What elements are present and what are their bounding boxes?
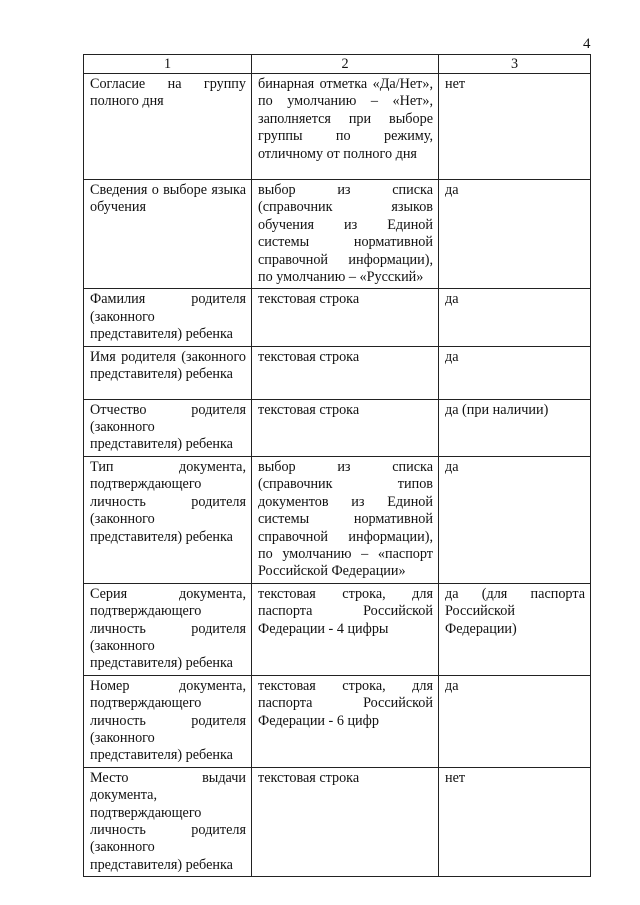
table-header-row [84, 55, 591, 74]
table-row [84, 399, 591, 456]
field-name-cell: Фамилия родителя (законного представителя) ребенка [84, 289, 252, 346]
field-name-cell: Тип документа, подтверждающего личность родителя (законного представителя) ребенка [84, 456, 252, 583]
field-name-cell: Имя родителя (законного представителя) ребенка [84, 346, 252, 399]
field-name-cell: Место выдачи документа, подтверждающего личность родителя (законного представителя) ребенка [84, 767, 252, 876]
field-required-cell: да (для паспорта Российской Федерации) [439, 583, 591, 675]
column-header-3: 3 [439, 55, 591, 74]
table-row [84, 346, 591, 399]
field-name-cell: Номер документа, подтверждающего личность родителя (законного представителя) ребенка [84, 675, 252, 767]
table-row [84, 675, 591, 767]
page-number: 4 [583, 36, 591, 52]
field-format-cell: выбор из списка (справочник языков обучения из Единой системы нормативной справочной информации), по умолчанию – «Русский» [252, 180, 439, 289]
data-fields-table [83, 54, 591, 877]
column-header-1: 1 [84, 55, 252, 74]
table-row [84, 289, 591, 346]
field-format-cell: текстовая строка, для паспорта Российской Федерации - 6 цифр [252, 675, 439, 767]
field-format-cell: текстовая строка [252, 346, 439, 399]
field-format-cell: текстовая строка [252, 399, 439, 456]
field-required-cell: нет [439, 74, 591, 180]
field-name-cell: Сведения о выборе языка обучения [84, 180, 252, 289]
field-required-cell: да [439, 675, 591, 767]
table-row [84, 456, 591, 583]
field-name-cell: Отчество родителя (законного представителя) ребенка [84, 399, 252, 456]
column-header-2: 2 [252, 55, 439, 74]
field-required-cell: да [439, 289, 591, 346]
field-format-cell: выбор из списка (справочник типов документов из Единой системы нормативной справочной информации), по умолчанию – «паспорт Российской Федерации» [252, 456, 439, 583]
table-row [84, 767, 591, 876]
field-name-cell: Согласие на группу полного дня [84, 74, 252, 180]
field-name-cell: Серия документа, подтверждающего личность родителя (законного представителя) ребенка [84, 583, 252, 675]
field-required-cell: да [439, 180, 591, 289]
field-required-cell: да [439, 346, 591, 399]
field-format-cell: текстовая строка [252, 767, 439, 876]
table-row [84, 180, 591, 289]
field-format-cell: текстовая строка, для паспорта Российской Федерации - 4 цифры [252, 583, 439, 675]
field-format-cell: бинарная отметка «Да/Нет», по умолчанию – «Нет», заполняется при выборе группы по режиму, отличному от полного дня [252, 74, 439, 180]
table-row [84, 583, 591, 675]
field-format-cell: текстовая строка [252, 289, 439, 346]
table-row [84, 74, 591, 180]
field-required-cell: да (при наличии) [439, 399, 591, 456]
field-required-cell: нет [439, 767, 591, 876]
field-required-cell: да [439, 456, 591, 583]
